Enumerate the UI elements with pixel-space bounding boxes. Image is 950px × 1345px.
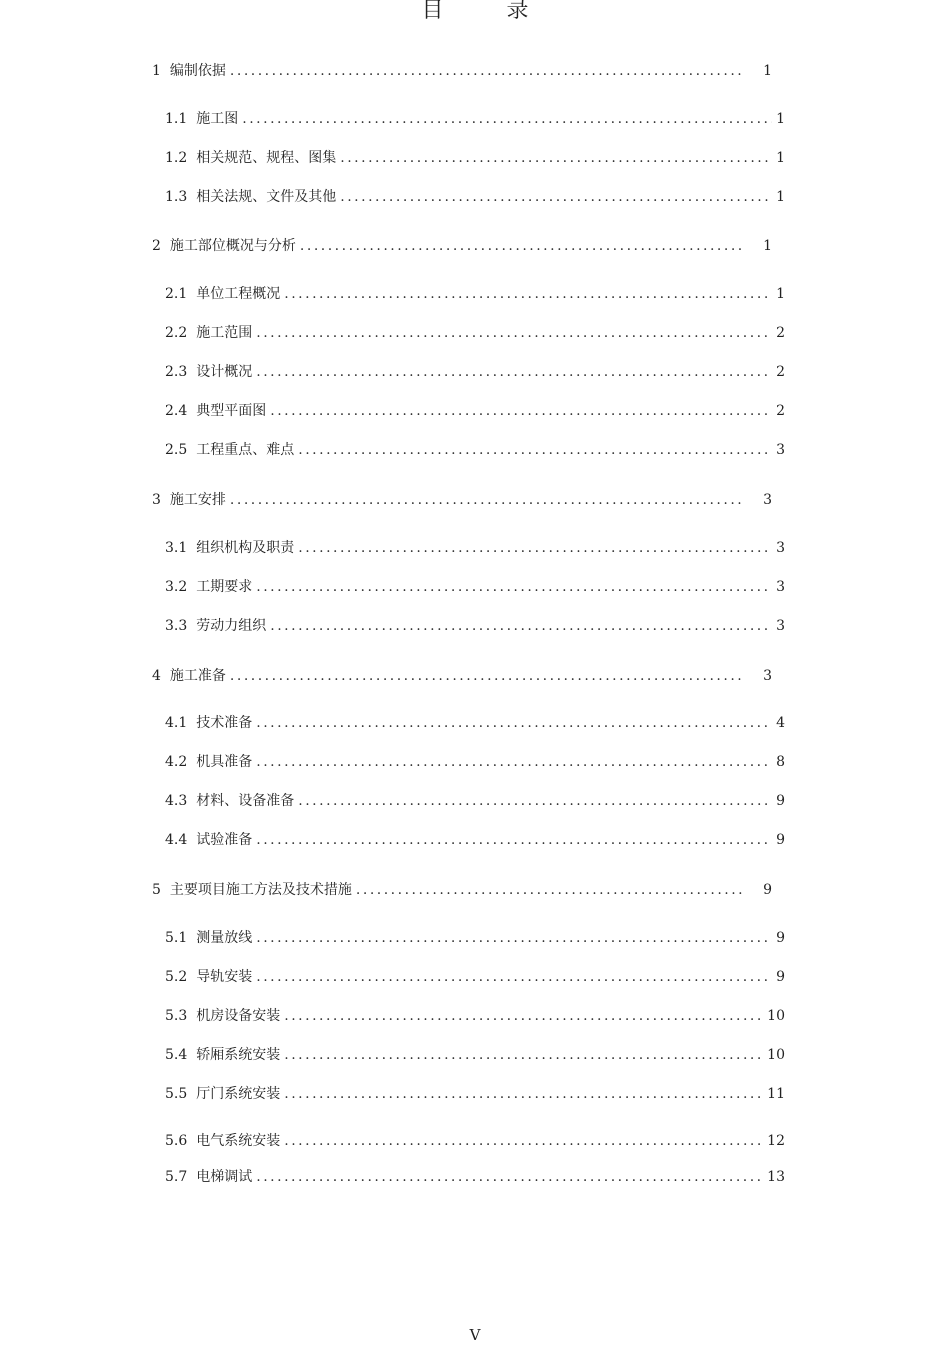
toc-entry-5-4[interactable] bbox=[165, 1046, 785, 1064]
toc-entry-page: 3 bbox=[763, 668, 772, 684]
toc-entry-number: 4.1 bbox=[165, 715, 188, 731]
dot-leader bbox=[256, 324, 772, 342]
toc-entry-number: 2.4 bbox=[165, 403, 188, 419]
toc-entry-number: 5.1 bbox=[165, 930, 188, 946]
dot-leader bbox=[256, 363, 772, 381]
toc-entry-page: 3 bbox=[763, 492, 772, 508]
toc-entry-2-3[interactable] bbox=[165, 363, 785, 381]
toc-entry-2-5[interactable] bbox=[165, 441, 785, 459]
toc-entry-number: 5 bbox=[152, 882, 161, 898]
toc-entry-number: 4.4 bbox=[165, 832, 188, 848]
toc-entry-page: 2 bbox=[776, 364, 785, 380]
toc-entry-5-1[interactable] bbox=[165, 929, 785, 947]
toc-entry-2[interactable] bbox=[152, 237, 772, 255]
toc-entry-label: 导轨安装 bbox=[196, 969, 253, 985]
toc-entry-number: 5.5 bbox=[165, 1086, 188, 1102]
dot-leader bbox=[284, 1132, 763, 1150]
toc-entry-5-6[interactable] bbox=[165, 1132, 785, 1150]
dot-leader bbox=[284, 1046, 763, 1064]
toc-entry-page: 1 bbox=[776, 111, 785, 127]
toc-entry-number: 2.5 bbox=[165, 442, 188, 458]
toc-entry-number: 3.2 bbox=[165, 579, 188, 595]
toc-entry-3-3[interactable] bbox=[165, 617, 785, 635]
dot-leader bbox=[230, 62, 744, 80]
dot-leader bbox=[242, 110, 772, 128]
toc-entry-label: 主要项目施工方法及技术措施 bbox=[169, 882, 352, 898]
dot-leader bbox=[256, 968, 772, 986]
toc-entry-label: 相关法规、文件及其他 bbox=[196, 189, 337, 205]
toc-entry-number: 4.3 bbox=[165, 793, 188, 809]
toc-entry-5-5[interactable] bbox=[165, 1085, 785, 1103]
toc-entry-1[interactable] bbox=[152, 62, 772, 80]
toc-entry-page: 10 bbox=[767, 1047, 785, 1063]
toc-entry-number: 5.4 bbox=[165, 1047, 188, 1063]
toc-entry-number: 5.6 bbox=[165, 1133, 188, 1149]
dot-leader bbox=[270, 617, 772, 635]
dot-leader bbox=[256, 714, 772, 732]
toc-entry-label: 技术准备 bbox=[196, 715, 253, 731]
toc-entry-label: 厅门系统安装 bbox=[196, 1086, 281, 1102]
toc-entry-page: 13 bbox=[767, 1169, 785, 1185]
toc-entry-5-7[interactable] bbox=[165, 1168, 785, 1186]
toc-entry-page: 11 bbox=[767, 1086, 785, 1102]
dot-leader bbox=[300, 237, 744, 255]
toc-entry-page: 1 bbox=[776, 286, 785, 302]
toc-entry-4[interactable] bbox=[152, 667, 772, 685]
toc-entry-page: 8 bbox=[776, 754, 785, 770]
toc-entry-number: 3.1 bbox=[165, 540, 188, 556]
toc-entry-label: 施工范围 bbox=[196, 325, 253, 341]
toc-entry-page: 1 bbox=[763, 238, 772, 254]
toc-entry-number: 2.3 bbox=[165, 364, 188, 380]
toc-entry-number: 2.2 bbox=[165, 325, 188, 341]
toc-entry-page: 10 bbox=[767, 1008, 785, 1024]
toc-entry-number: 2 bbox=[152, 238, 161, 254]
toc-entry-number: 4.2 bbox=[165, 754, 188, 770]
toc-entry-label: 试验准备 bbox=[196, 832, 253, 848]
toc-entry-page: 3 bbox=[776, 540, 785, 556]
toc-entry-label: 机具准备 bbox=[196, 754, 253, 770]
toc-entry-label: 编制依据 bbox=[169, 63, 226, 79]
toc-entry-4-4[interactable] bbox=[165, 831, 785, 849]
toc-entry-1-1[interactable] bbox=[165, 110, 785, 128]
toc-entry-number: 1.1 bbox=[165, 111, 188, 127]
toc-entry-label: 工程重点、难点 bbox=[196, 442, 295, 458]
toc-entry-page: 9 bbox=[763, 882, 772, 898]
footer-page-number: V bbox=[469, 1326, 481, 1344]
toc-entry-page: 9 bbox=[776, 832, 785, 848]
toc-entry-page: 3 bbox=[776, 442, 785, 458]
toc-entry-label: 单位工程概况 bbox=[196, 286, 281, 302]
toc-entry-page: 3 bbox=[776, 618, 785, 634]
toc-entry-page: 1 bbox=[763, 63, 772, 79]
toc-entry-5-2[interactable] bbox=[165, 968, 785, 986]
toc-entry-page: 2 bbox=[776, 403, 785, 419]
dot-leader bbox=[284, 1007, 763, 1025]
toc-entry-page: 1 bbox=[776, 189, 785, 205]
toc-entry-page: 1 bbox=[776, 150, 785, 166]
toc-entry-3-2[interactable] bbox=[165, 578, 785, 596]
toc-entry-page: 3 bbox=[776, 579, 785, 595]
page-title: 目 录 bbox=[421, 0, 557, 23]
toc-entry-page: 4 bbox=[776, 715, 785, 731]
dot-leader bbox=[230, 491, 744, 509]
toc-entry-page: 9 bbox=[776, 793, 785, 809]
dot-leader bbox=[256, 1168, 763, 1186]
toc-entry-5-3[interactable] bbox=[165, 1007, 785, 1025]
toc-entry-label: 设计概况 bbox=[196, 364, 253, 380]
toc-entry-page: 9 bbox=[776, 969, 785, 985]
toc-entry-number: 3 bbox=[152, 492, 161, 508]
toc-entry-label: 工期要求 bbox=[196, 579, 253, 595]
toc-entry-label: 测量放线 bbox=[196, 930, 253, 946]
dot-leader bbox=[230, 667, 744, 685]
dot-leader bbox=[256, 753, 772, 771]
toc-entry-number: 3.3 bbox=[165, 618, 188, 634]
toc-entry-label: 典型平面图 bbox=[196, 403, 267, 419]
toc-entry-page: 12 bbox=[767, 1133, 785, 1149]
toc-entry-label: 材料、设备准备 bbox=[196, 793, 295, 809]
dot-leader bbox=[256, 831, 772, 849]
toc-entry-2-2[interactable] bbox=[165, 324, 785, 342]
dot-leader bbox=[298, 539, 772, 557]
dot-leader bbox=[340, 149, 772, 167]
dot-leader bbox=[298, 441, 772, 459]
toc-entry-number: 4 bbox=[152, 668, 161, 684]
toc-entry-label: 电气系统安装 bbox=[196, 1133, 281, 1149]
toc-entry-page: 2 bbox=[776, 325, 785, 341]
toc-entry-number: 5.3 bbox=[165, 1008, 188, 1024]
toc-entry-label: 劳动力组织 bbox=[196, 618, 267, 634]
toc-entry-label: 施工部位概况与分析 bbox=[169, 238, 296, 254]
toc-entry-label: 轿厢系统安装 bbox=[196, 1047, 281, 1063]
toc-entry-number: 5.2 bbox=[165, 969, 188, 985]
toc-entry-number: 1 bbox=[152, 63, 161, 79]
toc-entry-number: 1.2 bbox=[165, 150, 188, 166]
toc-entry-label: 电梯调试 bbox=[196, 1169, 253, 1185]
toc-entry-4-2[interactable] bbox=[165, 753, 785, 771]
toc-entry-4-3[interactable] bbox=[165, 792, 785, 810]
dot-leader bbox=[256, 929, 772, 947]
toc-entry-label: 相关规范、规程、图集 bbox=[196, 150, 337, 166]
toc-entry-3[interactable] bbox=[152, 491, 772, 509]
toc-entry-1-3[interactable] bbox=[165, 188, 785, 206]
toc-entry-label: 施工准备 bbox=[169, 668, 226, 684]
toc-entry-label: 机房设备安装 bbox=[196, 1008, 281, 1024]
toc-entry-3-1[interactable] bbox=[165, 539, 785, 557]
toc-entry-4-1[interactable] bbox=[165, 714, 785, 732]
toc-entry-number: 2.1 bbox=[165, 286, 188, 302]
toc-entry-number: 5.7 bbox=[165, 1169, 188, 1185]
dot-leader bbox=[270, 402, 772, 420]
dot-leader bbox=[256, 578, 772, 596]
toc-entry-2-4[interactable] bbox=[165, 402, 785, 420]
toc-entry-label: 施工安排 bbox=[169, 492, 226, 508]
dot-leader bbox=[298, 792, 772, 810]
dot-leader bbox=[284, 1085, 763, 1103]
toc-entry-1-2[interactable] bbox=[165, 149, 785, 167]
dot-leader bbox=[284, 285, 772, 303]
toc-entry-2-1[interactable] bbox=[165, 285, 785, 303]
dot-leader bbox=[340, 188, 772, 206]
toc-entry-label: 组织机构及职责 bbox=[196, 540, 295, 556]
toc-entry-number: 1.3 bbox=[165, 189, 188, 205]
toc-entry-page: 9 bbox=[776, 930, 785, 946]
toc-entry-5[interactable] bbox=[152, 881, 772, 899]
dot-leader bbox=[356, 881, 744, 899]
toc-entry-label: 施工图 bbox=[196, 111, 239, 127]
